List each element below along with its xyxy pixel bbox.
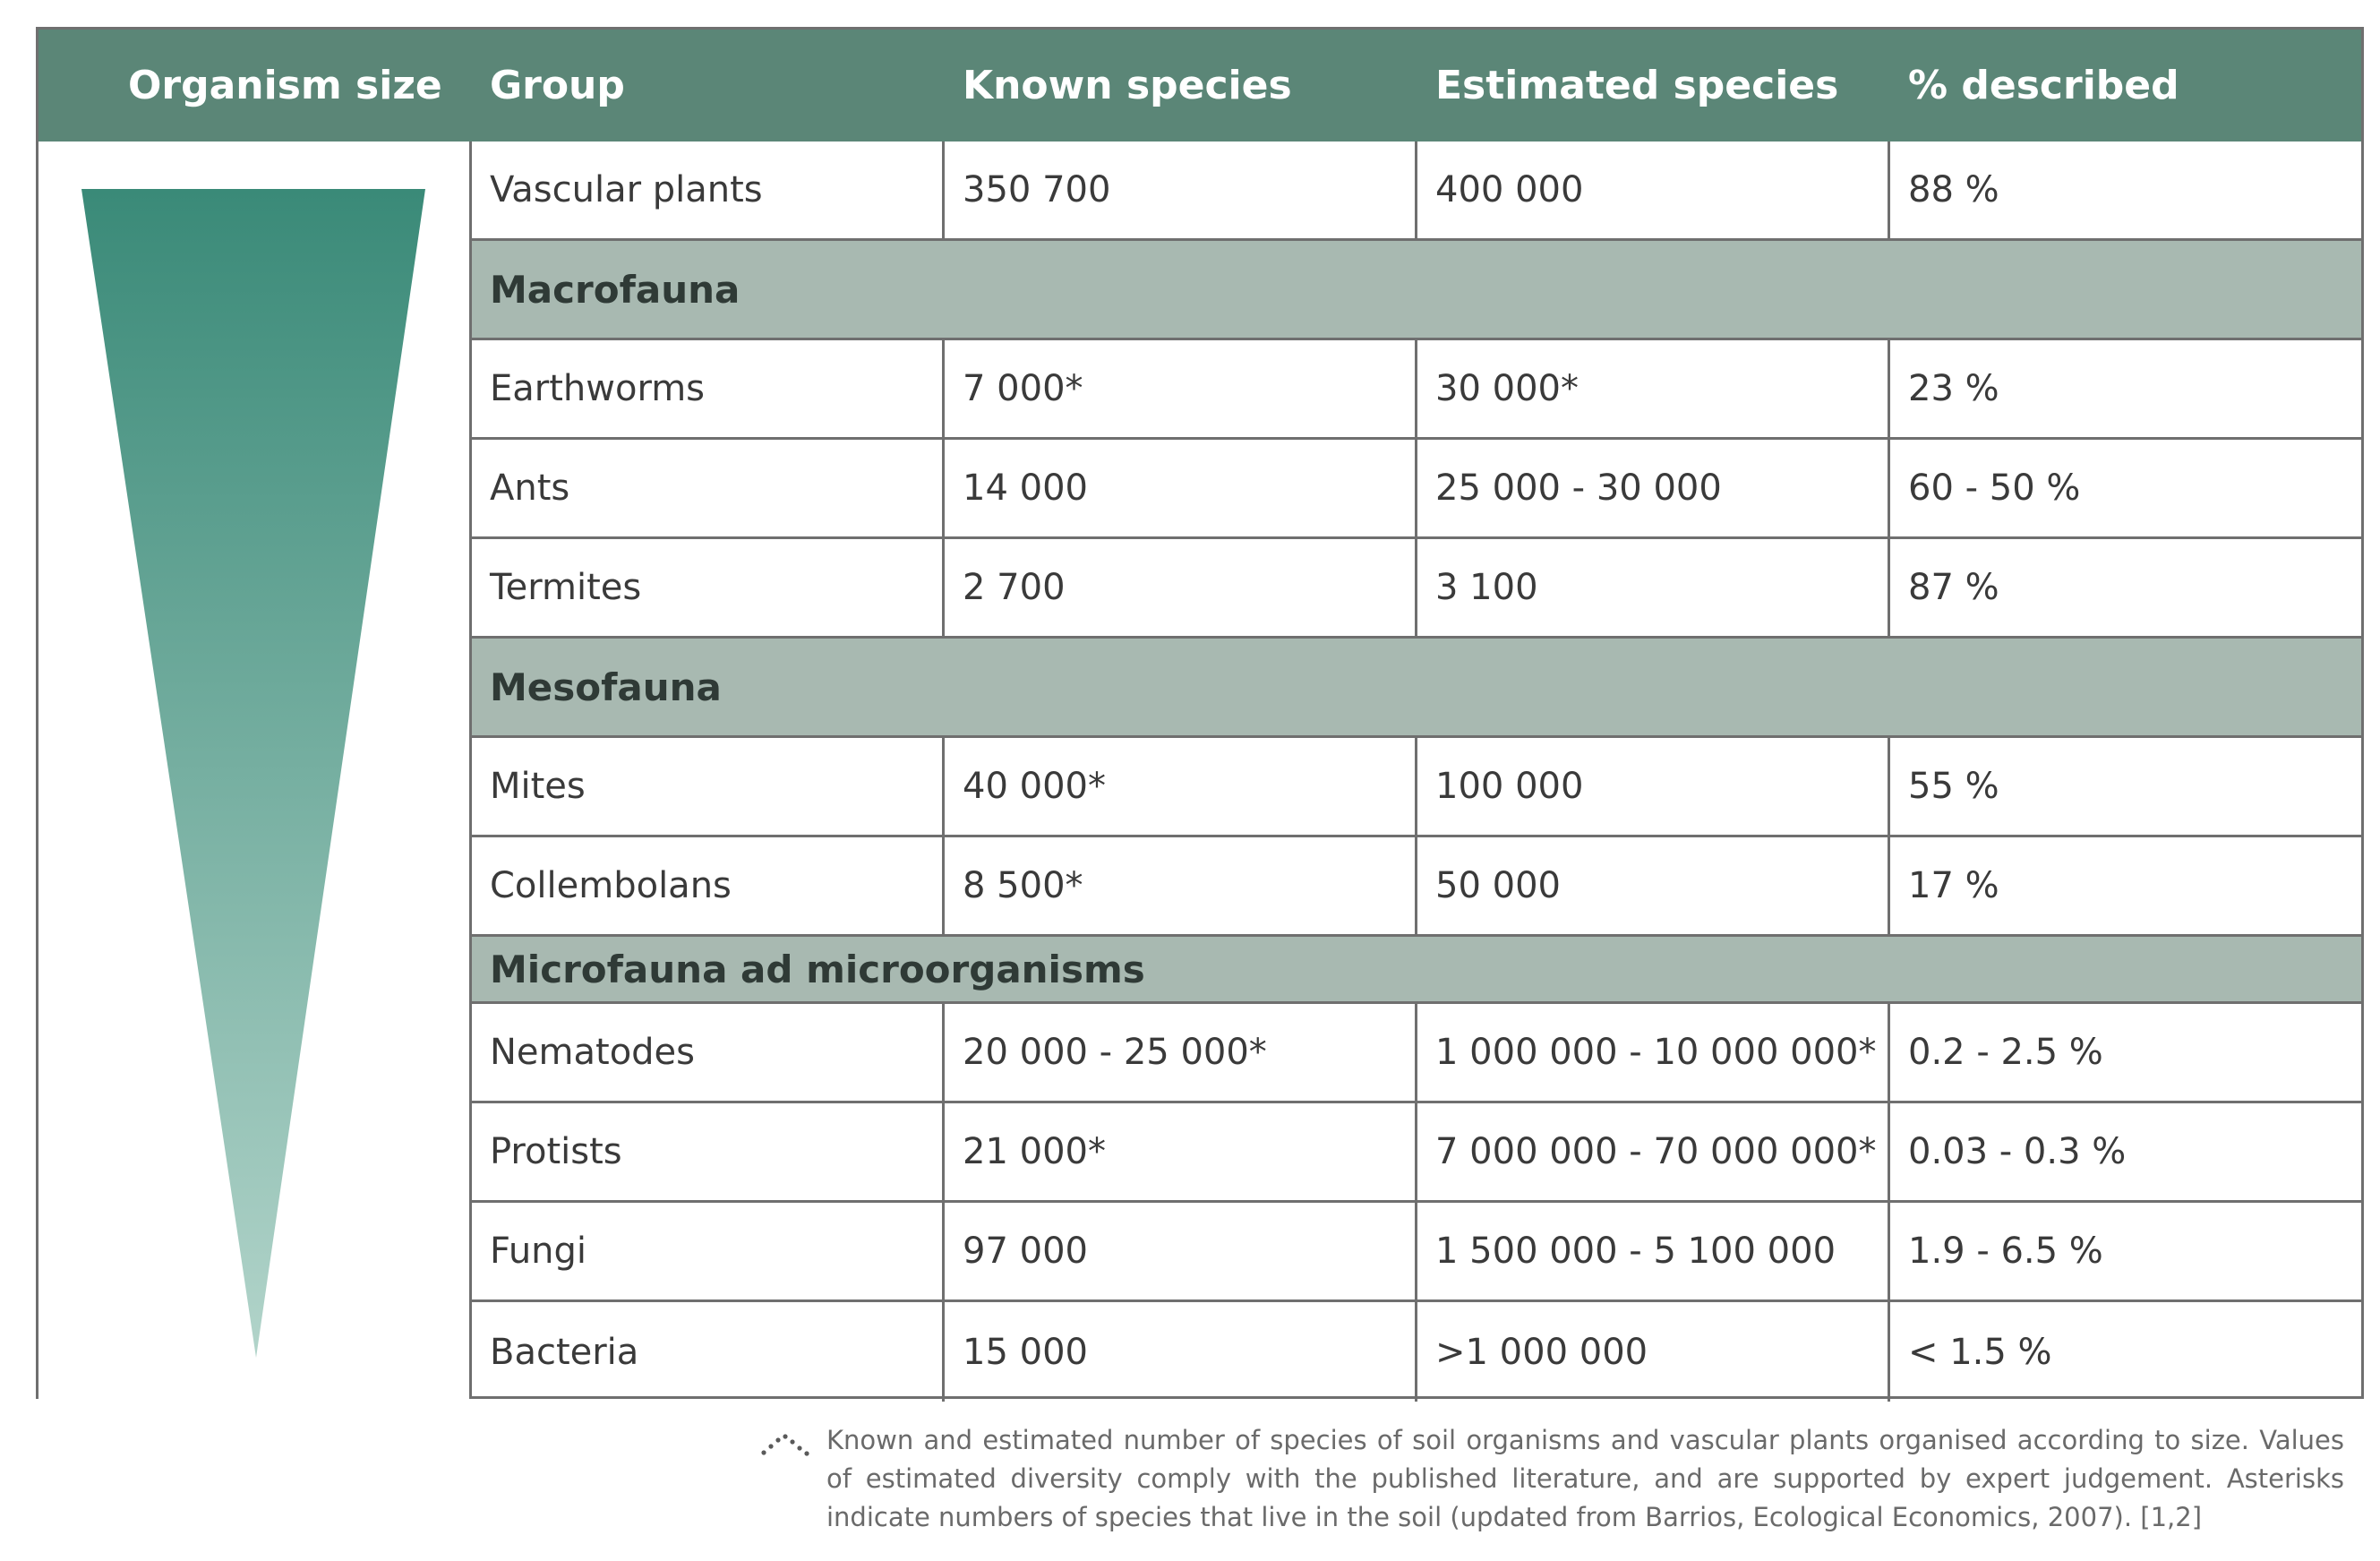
percent-described-cell: 0.2 - 2.5 % [1908,1032,2103,1073]
header-organism-size: Organism size [128,63,442,108]
known-species-cell: 350 700 [945,142,1417,238]
known-species-cell: 40 000* [945,738,1417,835]
size-gradient-triangle [39,142,472,1399]
category-label: Mesofauna [490,665,722,709]
header-estimated-species: Estimated species [1435,63,1839,108]
estimated-species-cell: 30 000* [1417,340,1890,437]
group-cell: Fungi [472,1203,945,1299]
category-label: Macrofauna [490,267,741,312]
known-species-cell: 7 000* [945,340,1417,437]
header-known-species: Known species [963,63,1292,108]
estimated-species-cell: 100 000 [1417,738,1890,835]
figure-caption: Known and estimated number of species of soil organisms and vascular plants organised according to size. Values of estimated diversity comply with the published literature, and are supported by expert judgement. Asterisks indicate numbers of species that live in the soil (updated from Barrios, Ecological Economics, 2007). [1,2] [826,1425,2344,1532]
group-cell: Ants [472,440,945,536]
category-row [472,639,2361,738]
estimated-species-cell: 400 000 [1417,142,1890,238]
known-species-cell: 21 000* [945,1103,1417,1200]
percent-described-cell: 0.03 - 0.3 % [1908,1131,2127,1172]
organism-size-column [39,142,472,1399]
known-species-cell: 20 000 - 25 000* [945,1004,1417,1101]
category-label: Microfauna ad microorganisms [490,947,1145,991]
estimated-species-cell: 50 000 [1417,837,1890,934]
known-species-cell: 15 000 [945,1302,1417,1402]
table-row [472,440,2361,539]
table-row [472,1004,2361,1103]
group-cell: Nematodes [472,1004,945,1101]
percent-described-cell: 87 % [1908,567,1999,608]
dotted-wave-icon [759,1431,811,1458]
known-species-cell: 8 500* [945,837,1417,934]
percent-described-cell: 17 % [1908,865,1999,906]
percent-described-cell: 23 % [1908,368,1999,409]
category-row [472,241,2361,340]
group-cell: Earthworms [472,340,945,437]
estimated-species-cell: >1 000 000 [1417,1302,1890,1402]
estimated-species-cell: 3 100 [1417,539,1890,636]
table-row [472,1203,2361,1302]
header-percent-described: % described [1908,63,2179,108]
percent-described-cell: 55 % [1908,766,1999,807]
percent-described-cell: 1.9 - 6.5 % [1908,1231,2103,1272]
percent-described-cell: 60 - 50 % [1908,467,2081,509]
group-cell: Mites [472,738,945,835]
estimated-species-cell: 1 500 000 - 5 100 000 [1417,1203,1890,1299]
species-table [36,27,2364,1399]
table-row [472,340,2361,440]
table-row [472,837,2361,937]
table-body [472,142,2361,1402]
group-cell: Bacteria [472,1302,945,1402]
percent-described-cell: < 1.5 % [1908,1331,2052,1373]
estimated-species-cell: 7 000 000 - 70 000 000* [1417,1103,1890,1200]
known-species-cell: 2 700 [945,539,1417,636]
group-cell: Collembolans [472,837,945,934]
percent-described-cell: 88 % [1908,169,1999,210]
header-group: Group [490,63,625,108]
group-cell: Termites [472,539,945,636]
table-row [472,738,2361,837]
table-row [472,1302,2361,1402]
table-row [472,1103,2361,1203]
group-cell: Vascular plants [472,142,945,238]
estimated-species-cell: 1 000 000 - 10 000 000* [1417,1004,1890,1101]
table-row [472,539,2361,639]
table-row [472,142,2361,241]
estimated-species-cell: 25 000 - 30 000 [1417,440,1890,536]
table-header [39,30,2361,142]
group-cell: Protists [472,1103,945,1200]
size-triangle-shape [81,189,425,1358]
known-species-cell: 14 000 [945,440,1417,536]
known-species-cell: 97 000 [945,1203,1417,1299]
category-row [472,937,2361,1004]
